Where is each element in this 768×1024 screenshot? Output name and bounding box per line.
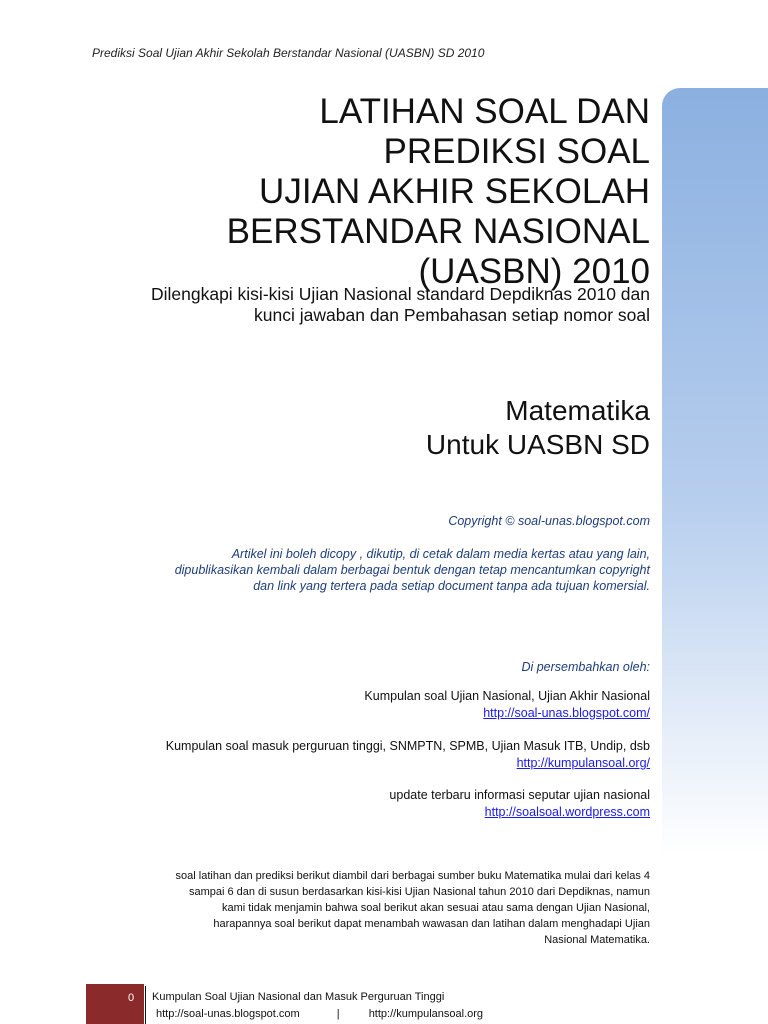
reference-text-2: Kumpulan soal masuk perguruan tinggi, SNMPTN, SPMB, Ujian Masuk ITB, Undip, dsb (165, 739, 650, 753)
title-line-4: BERSTANDAR NASIONAL (226, 212, 650, 251)
disclaimer-line-5: Nasional Matematika. (544, 934, 650, 946)
copy-notice (50, 546, 650, 594)
notice-line-2: dipublikasikan kembali dalam berbagai bentuk dengan tetap mencantumkan copyright (174, 563, 650, 577)
title-line-3: UJIAN AKHIR SEKOLAH (259, 172, 650, 211)
footer-title: Kumpulan Soal Ujian Nasional dan Masuk Perguruan Tinggi (152, 991, 445, 1003)
reference-text-1: Kumpulan soal Ujian Nasional, Ujian Akhir Nasional (364, 689, 650, 703)
notice-line-3: dan link yang tertera pada setiap document tanpa ada tujuan komersial. (253, 579, 650, 593)
subject-line-1: Matematika (505, 395, 650, 426)
disclaimer-line-1: soal latihan dan prediksi berikut diambil dari berbagai sumber buku Matematika mulai dari kelas 4 (175, 870, 650, 882)
disclaimer-line-3: kami tidak menjamin bahwa soal berikut akan sesuai atau sama dengan Ujian Nasional, (221, 902, 650, 914)
title-line-1: LATIHAN SOAL DAN (319, 92, 650, 131)
running-header: Prediksi Soal Ujian Akhir Sekolah Berstandar Nasional (UASBN) SD 2010 (92, 46, 485, 60)
footer-page-box (86, 984, 144, 1024)
document-subtitle (90, 284, 650, 326)
reference-item-1 (30, 688, 650, 722)
subtitle-line-1: Dilengkapi kisi-kisi Ujian Nasional standard Depdiknas 2010 dan (150, 284, 650, 304)
footer-separator: | (336, 1008, 340, 1020)
disclaimer-paragraph (70, 868, 650, 948)
subject-line-2: Untuk UASBN SD (425, 429, 650, 460)
reference-link-3[interactable]: http://soalsoal.wordpress.com (484, 805, 650, 819)
reference-text-3: update terbaru informasi seputar ujian nasional (389, 788, 650, 802)
reference-item-3 (30, 787, 650, 821)
subject-heading (250, 394, 650, 462)
subtitle-line-2: kunci jawaban dan Pembahasan setiap nomor soal (254, 305, 650, 325)
footer-link-1[interactable]: http://soal-unas.blogspot.com (156, 1008, 300, 1020)
footer-divider (145, 986, 146, 1024)
page-number: 0 (128, 992, 135, 1004)
document-title (90, 92, 650, 292)
disclaimer-line-2: sampai 6 dan di susun berdasarkan kisi-kisi Ujian Nasional tahun 2010 dari Depdiknas, namun (188, 886, 650, 898)
reference-link-2[interactable]: http://kumpulansoal.org/ (516, 756, 650, 770)
reference-item-2 (30, 738, 650, 772)
copyright-text: Copyright © soal-unas.blogspot.com (448, 514, 650, 528)
disclaimer-line-4: harapannya soal berikut dapat menambah wawasan dan latihan dalam menghadapi Ujian (213, 918, 650, 930)
footer-link-2[interactable]: http://kumpulansoal.org (368, 1008, 484, 1020)
title-line-2: PREDIKSI SOAL (383, 132, 650, 171)
title-line-5: (UASBN) 2010 (418, 252, 650, 291)
notice-line-1: Artikel ini boleh dicopy , dikutip, di cetak dalam media kertas atau yang lain, (231, 547, 650, 561)
reference-link-1[interactable]: http://soal-unas.blogspot.com/ (483, 706, 650, 720)
presented-by-label: Di persembahkan oleh: (521, 660, 650, 674)
side-decoration-panel (662, 88, 768, 1024)
footer-links (156, 1008, 483, 1020)
